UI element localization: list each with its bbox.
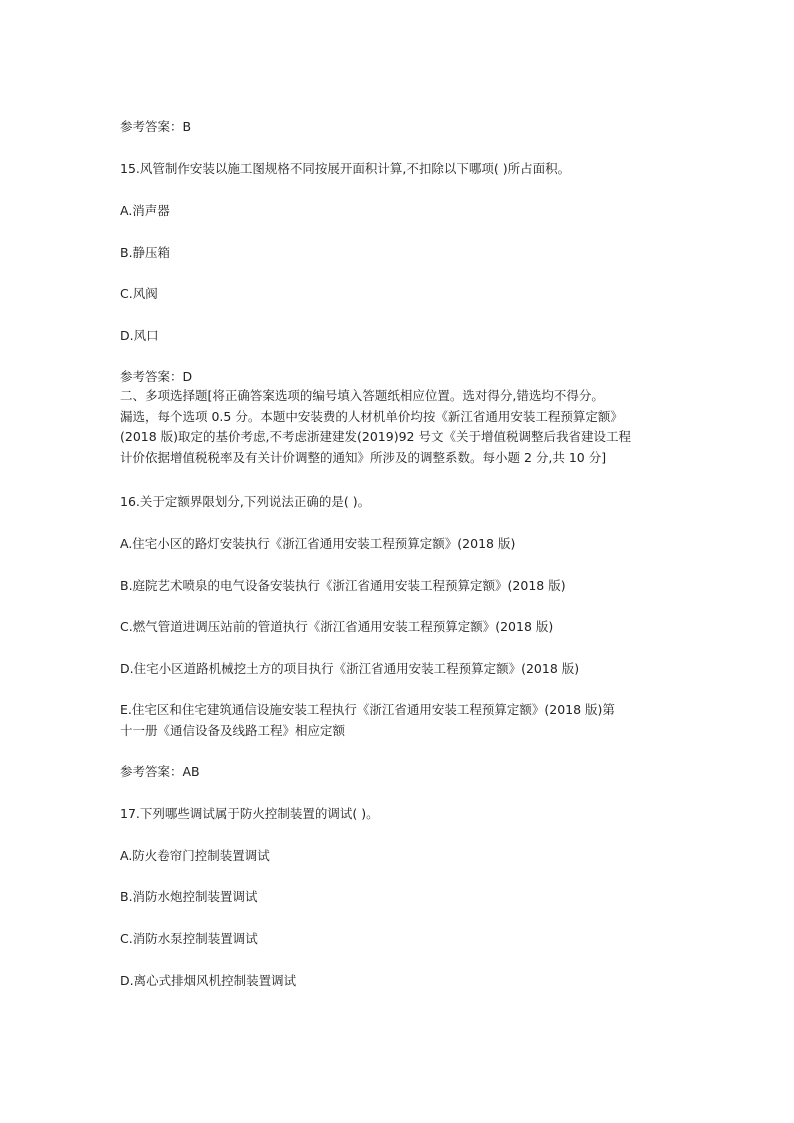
question-15-option-b: B.静压箱 [120,245,171,260]
section-2-line-2: 漏选，每个选项 0.5 分。本题中安装费的人材机单价均按《新江省通用安装工程预算定额》 [120,408,623,424]
question-16-option-e-line-2: 十一册《通信设备及线路工程》相应定额 [120,722,346,738]
question-16-option-d: D.住宅小区道路机械挖土方的项目执行《浙江省通用安装工程预算定额》(2018 版) [120,661,580,676]
question-16-option-b: B.庭院艺术喷泉的电气设备安装执行《浙江省通用安装工程预算定额》(2018 版) [120,578,566,593]
section-2-instructions [120,386,680,468]
question-16-stem: 16.关于定额界限划分,下列说法正确的是( )。 [120,494,371,509]
question-17-option-d: D.离心式排烟风机控制装置调试 [120,973,297,988]
section-2-line-1: 二、多项选择题[将正确答案选项的编号填入答题纸相应位置。选对得分,错选均不得分。 [120,388,604,403]
question-17-option-a: A.防火卷帘门控制装置调试 [120,848,270,863]
answer-previous: 参考答案：B [120,119,192,134]
question-17-option-b: B.消防水炮控制装置调试 [120,889,258,904]
question-16-answer: 参考答案：AB [120,764,200,779]
question-15-option-c: C.风阀 [120,286,158,301]
question-16-option-e [120,700,680,741]
section-2-line-4: 计价依据增值税税率及有关计价调整的通知》所涉及的调整系数。每小题 2 分,共 10 分] [120,449,607,465]
question-16-option-c: C.燃气管道进调压站前的管道执行《浙江省通用安装工程预算定额》(2018 版) [120,619,554,634]
question-15-stem: 15.风管制作安装以施工图规格不同按展开面积计算,不扣除以下哪项( )所占面积。 [120,161,571,176]
question-17-stem: 17.下列哪些调试属于防火控制装置的调试( )。 [120,806,379,821]
question-15-option-a: A.消声器 [120,203,170,218]
question-16-option-e-line-1: E.住宅区和住宅建筑通信设施安装工程执行《浙江省通用安装工程预算定额》(2018 版)第 [120,702,615,717]
question-15-option-d: D.风口 [120,328,159,343]
question-16-option-a: A.住宅小区的路灯安装执行《浙江省通用安装工程预算定额》(2018 版) [120,536,516,551]
question-17-option-c: C.消防水泵控制装置调试 [120,931,258,946]
section-2-line-3: (2018 版)取定的基价考虑,不考虑浙建建发(2019)92 号文《关于增值税调整后我省建设工程 [120,429,631,444]
question-15-answer: 参考答案：D [120,369,193,384]
